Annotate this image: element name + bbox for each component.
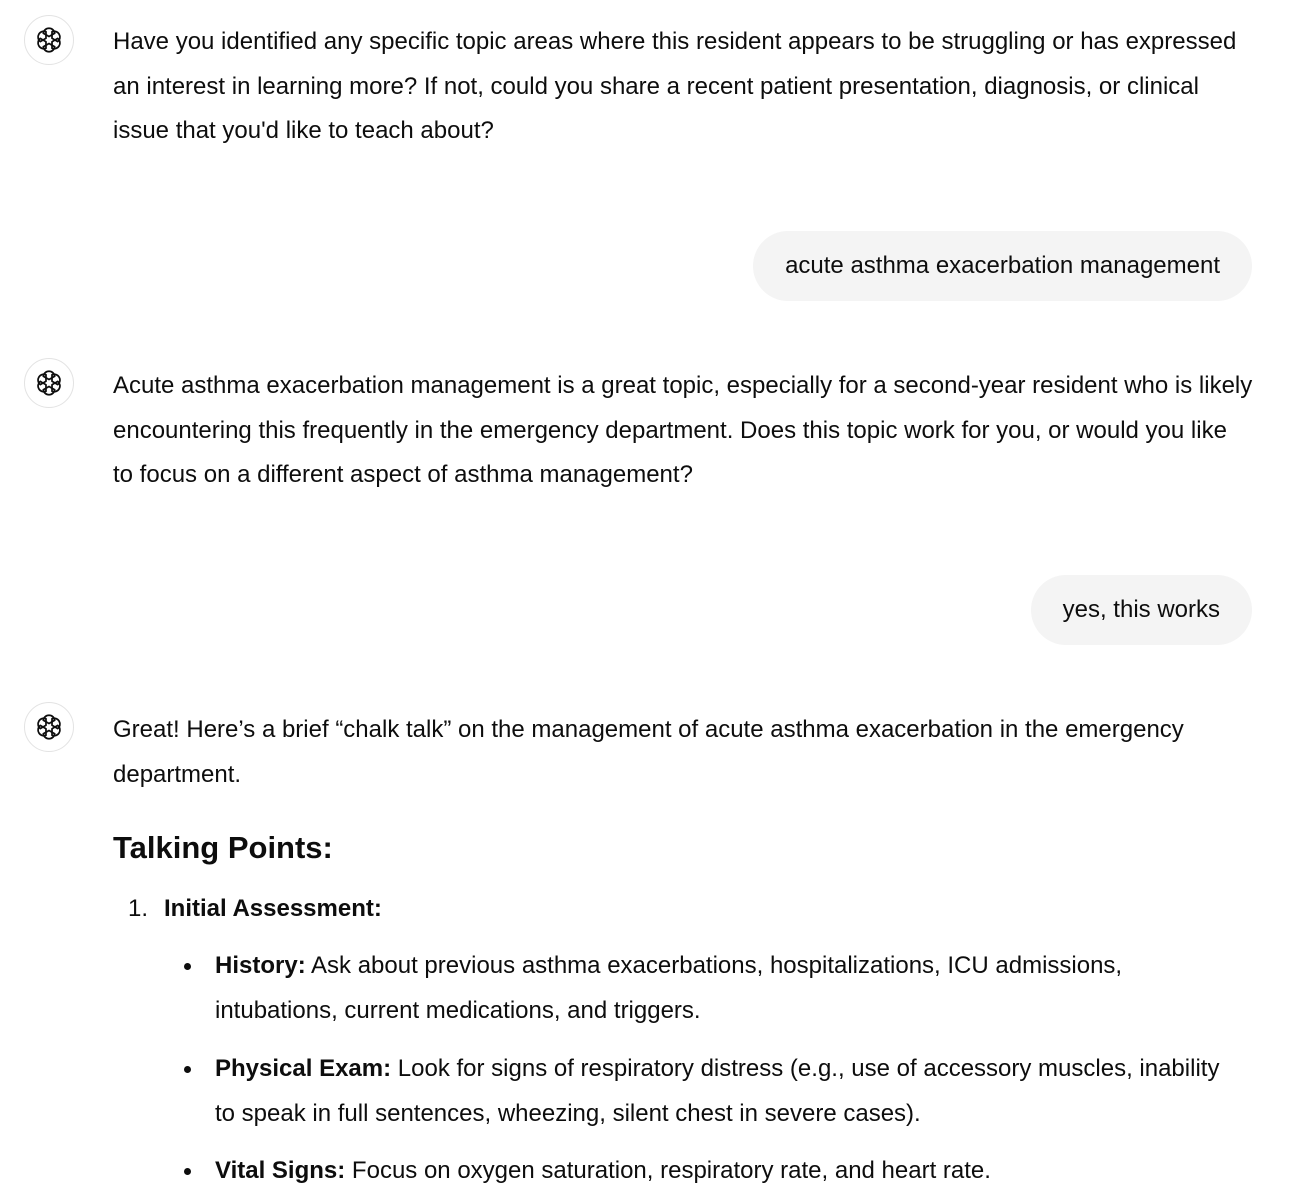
- list-item-number: 1.: [128, 895, 149, 922]
- bullet-label: Physical Exam:: [215, 1055, 392, 1082]
- list-item-label: Initial Assessment:: [164, 895, 382, 922]
- assistant-message: Great! Here’s a brief “chalk talk” on the management of acute asthma exacerbation in the emergency department.: [113, 716, 1184, 788]
- openai-logo-icon: [33, 711, 65, 743]
- assistant-avatar: [24, 15, 74, 65]
- bullet-text: Focus on oxygen saturation, respiratory rate, and heart rate.: [345, 1157, 991, 1184]
- talking-points-heading: Talking Points:: [113, 830, 333, 865]
- assistant-avatar: [24, 702, 74, 752]
- assistant-avatar: [24, 358, 74, 408]
- user-message-bubble: yes, this works: [1031, 575, 1252, 645]
- bullet-item: [215, 1047, 1225, 1136]
- user-message-bubble: acute asthma exacerbation management: [753, 231, 1252, 301]
- assistant-message: Have you identified any specific topic areas where this resident appears to be struggling or has expressed an interest in learning more? If not, could you share a recent patient presentation, diagnosis, or clinical issue that you'd like to teach about?: [113, 28, 1237, 144]
- openai-logo-icon: [33, 367, 65, 399]
- bullet-text: Ask about previous asthma exacerbations, hospitalizations, ICU admissions, intubations, current medications, and triggers.: [215, 952, 1123, 1024]
- bullet-label: Vital Signs:: [215, 1157, 346, 1184]
- list-item: [113, 887, 382, 931]
- assistant-message: Acute asthma exacerbation management is a great topic, especially for a second-year resident who is likely encountering this frequently in the emergency department. Does this topic work for you, or would you like to focus on a different aspect of asthma management?: [113, 372, 1253, 488]
- bullet-text: Look for signs of respiratory distress (e.g., use of accessory muscles, inability to speak in full sentences, wheezing, silent chest in severe cases).: [215, 1055, 1220, 1127]
- bullet-item: [215, 944, 1225, 1033]
- bullet-label: History:: [215, 952, 306, 979]
- bullet-item: [215, 1149, 1225, 1194]
- openai-logo-icon: [33, 24, 65, 56]
